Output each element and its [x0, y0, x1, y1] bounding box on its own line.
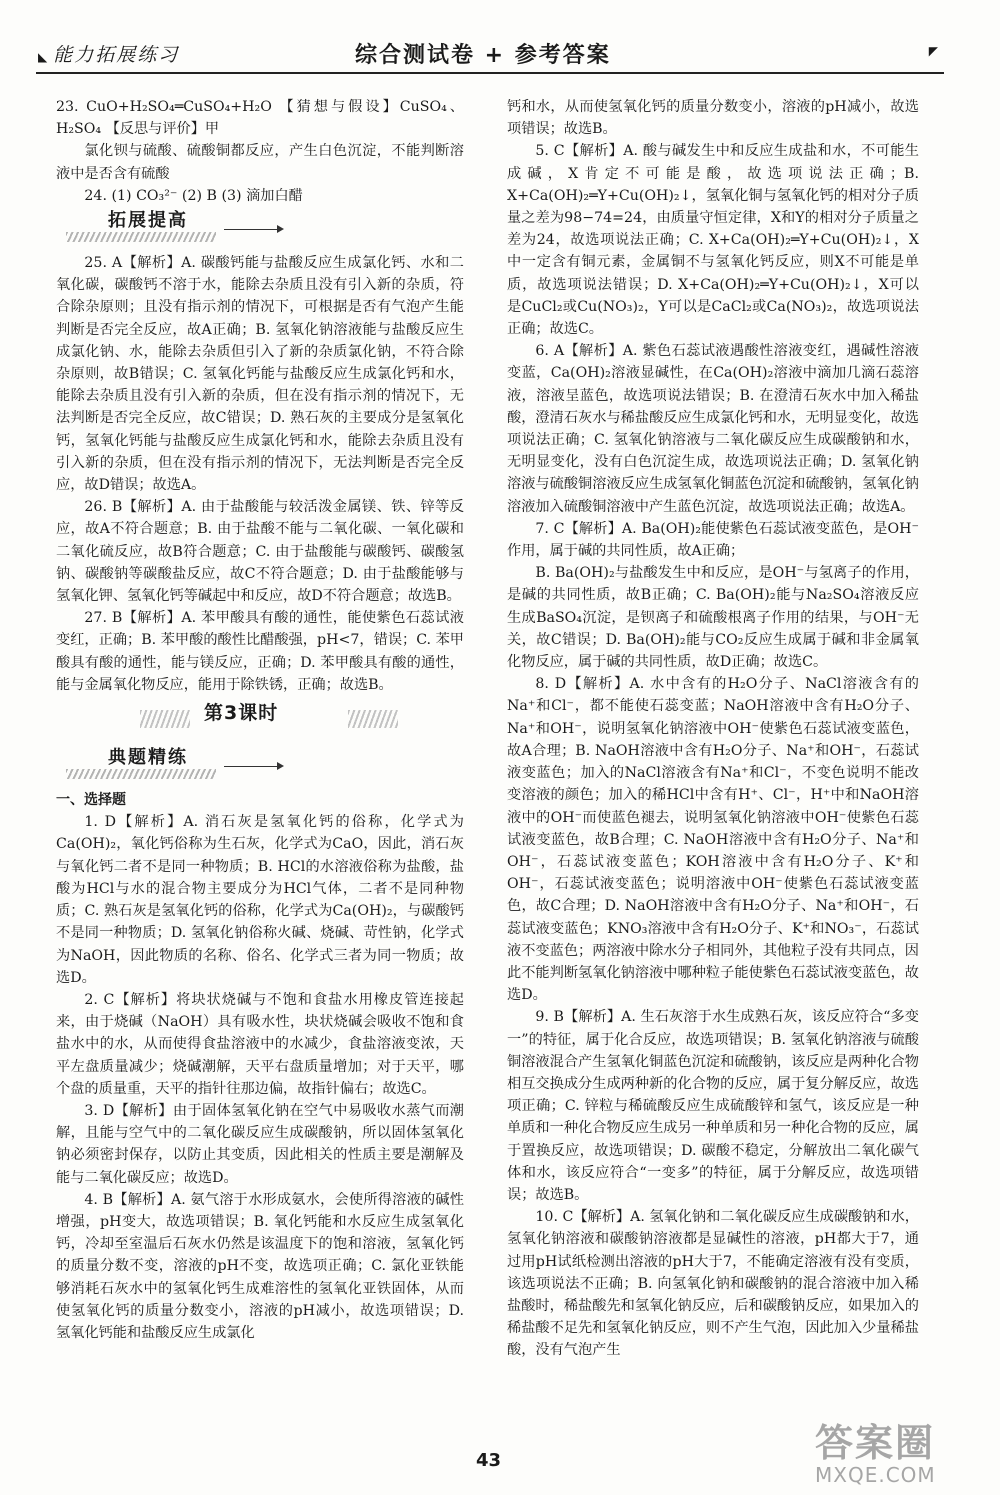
header-book-title: 综合测试卷 + 参考答案 [355, 43, 611, 68]
arrow-icon [224, 229, 282, 230]
series-title-text: 能力拓展练习 [53, 44, 180, 66]
triangle-right-icon: ◤ [928, 44, 938, 58]
arrow-icon [224, 766, 282, 767]
answer-paragraph: B. Ba(OH)₂与盐酸发生中和反应，是OH⁻与氢离子的作用，是碱的共同性质，故B正确；C. Ba(OH)₂能与Na₂SO₄溶液反应生成BaSO₄沉淀，是钡离子和硫酸根离子作用的结果，与OH⁻无关，故C错误；D. Ba(OH)₂能与CO₂反应生成属于碱和非金属氧化物反应，属于碱的共同性质，故D正确；故选C。 [507, 565, 919, 671]
answer-paragraph: 5. C【解析】A. 酸与碱发生中和反应生成盐和水，不可能生成碱，X肯定不可能是酸，故选项说法正确；B. X+Ca(OH)₂═Y+Cu(OH)₂↓，氢氧化铜与氢氧化钙的相对分子质量之差为98−74=24，由质量守恒定律，X和Y的相对分子质量之差为24，故选项说法正确；C. X+Ca(OH)₂═Y+Cu(OH)₂↓，X中一定含有铜元素，金属铜不与氢氧化钙反应，则X不可能是单质，故选项说法错误；D. X+Ca(OH)₂═Y+Cu(OH)₂↓，X可以是CuCl₂或Cu(NO₃)₂，Y可以是CaCl₂或Ca(NO₃)₂，故选项说法正确；故选C。 [507, 143, 919, 338]
left-block-1 [56, 96, 464, 207]
left-column [56, 96, 464, 1344]
right-block [507, 96, 919, 1362]
watermark-main: 答案圈 [815, 1421, 936, 1465]
triangle-icon: ◣ [38, 50, 50, 64]
section-banner-typical [56, 747, 464, 787]
answer-paragraph: 10. C【解析】A. 氢氧化钠和二氧化碳反应生成碳酸钠和水，氢氧化钠溶液和碳酸钠溶液都是显碱性的溶液，pH都大于7，通过用pH试纸检测出溶液的pH大于7，不能确定溶液有没有变质，该选项说法不正确；B. 向氢氧化钠和碳酸钠的混合溶液中加入稀盐酸时，稀盐酸先和氢氧化钠反应，后和碳酸钠反应，如果加入的稀盐酸不足先和氢氧化钠反应，则不产生气泡，因此加入少量稀盐酸，没有气泡产生 [507, 1209, 919, 1359]
answer-paragraph: 8. D【解析】A. 水中含有的H₂O分子、NaCl溶液含有的Na⁺和Cl⁻，都不能使石蕊变蓝；NaOH溶液中含有H₂O分子、Na⁺和OH⁻，说明氢氧化钠溶液中OH⁻使紫色石蕊试液变蓝色，故A合理；B. NaOH溶液中含有H₂O分子、Na⁺和OH⁻，石蕊试液变蓝色；加入的NaCl溶液含有Na⁺和Cl⁻，不变色说明不能改变溶液的颜色；加入的稀HCl中含有H⁺、Cl⁻，H⁺中和NaOH溶液中的OH⁻而使蓝色褪去，说明氢氧化钠溶液中OH⁻使紫色石蕊试液变蓝色，故B合理；C. NaOH溶液中含有H₂O分子、Na⁺和OH⁻，石蕊试液变蓝色；KOH溶液中含有H₂O分子、K⁺和OH⁻，石蕊试液变蓝色；说明溶液中OH⁻使紫色石蕊试液变蓝色，故C合理；D. NaOH溶液中含有H₂O分子、Na⁺和OH⁻，石蕊试液变蓝色；KNO₃溶液中含有H₂O分子、K⁺和NO₃⁻，石蕊试液不变蓝色；两溶液中除水分子相同外，其他粒子没有共同点，因此不能判断氢氧化钠溶液中哪种粒子能使紫色石蕊试液变蓝色，故选D。 [507, 676, 919, 1004]
lesson-title: 第3课时 [204, 702, 279, 725]
page-number: 43 [476, 1450, 502, 1471]
answer-paragraph: 24. (1) CO₃²⁻ (2) B (3) 滴加白醋 [84, 187, 303, 204]
subsection-choice: 一、选择题 [56, 792, 126, 809]
answer-paragraph: 27. B【解析】A. 苯甲酸具有酸的通性，能使紫色石蕊试液变红，正确；B. 苯甲酸的酸性比醋酸强，pH<7，错误；C. 苯甲酸具有酸的通性，能与镁反应，正确；D. 苯甲酸具有酸的通性，能与金属氧化物反应，能用于除铁锈，正确；故选B。 [56, 610, 464, 693]
answer-paragraph: 2. C【解析】将块状烧碱与不饱和食盐水用橡皮管连接起来，由于烧碱（NaOH）具有吸水性，块状烧碱会吸收不饱和食盐水中的水，从而使得食盐溶液中的水减少，食盐溶液变浓，天平左盘质量减少；烧碱潮解，天平右盘质量增加；对于天平，哪个盘的质量重，天平的指针往那边偏，故指针偏右；故选C。 [56, 991, 464, 1097]
answer-paragraph: 7. C【解析】A. Ba(OH)₂能使紫色石蕊试液变蓝色，是OH⁻作用，属于碱的共同性质，故A正确； [507, 520, 919, 560]
header-series-title [38, 40, 179, 67]
banner-stripes [66, 232, 216, 242]
section-banner-expand [56, 210, 464, 250]
header-rule [36, 72, 944, 74]
answer-paragraph: 9. B【解析】A. 生石灰溶于水生成熟石灰，该反应符合“多变一”的特征，属于化合反应，故选项错误；B. 氢氧化钠溶液与硫酸铜溶液混合产生氢氧化铜蓝色沉淀和硫酸钠，该反应是两种化合物相互交换成分生成两种新的化合物的反应，属于复分解反应，故选项正确；C. 锌粒与稀硫酸反应生成硫酸锌和氢气，该反应是一种单质和一种化合物反应生成另一种单质和另一种化合物的反应，属于置换反应，故选项错误；D. 碳酸不稳定，分解放出二氧化碳气体和水，该反应符合“一变多”的特征，属于分解反应，故选项错误；故选B。 [507, 1009, 919, 1203]
answer-paragraph: 3. D【解析】由于固体氢氧化钠在空气中易吸收水蒸气而潮解，且能与空气中的二氧化碳反应生成碳酸钠，所以固体氢氧化钠必须密封保存，以防止其变质，因此相关的性质主要是潮解及能与二氧化碳反应；故选D。 [56, 1102, 464, 1186]
section-title-expand: 拓展提高 [108, 210, 188, 232]
answer-paragraph: 氯化钡与硫酸、硫酸铜都反应，产生白色沉淀，不能判断溶液中是否含有硫酸 [56, 143, 464, 182]
answer-paragraph: 26. B【解析】A. 由于盐酸能与较活泼金属镁、铁、锌等反应，故A不符合题意；B. 由于盐酸不能与二氧化碳、一氧化碳和二氧化硫反应，故B符合题意；C. 由于盐酸能与碳酸钙、碳酸氢钠、碳酸钠等碳酸盐反应，故C不符合题意；D. 由于盐酸能够与氢氧化钾、氢氧化钙等碱起中和反应，故D不符合题意；故选B。 [56, 499, 464, 605]
left-block-3 [56, 811, 464, 1344]
banner-stripes [66, 769, 216, 779]
lesson-banner [56, 702, 464, 744]
answer-paragraph: 钙和水，从而使氢氧化钙的质量分数变小，溶液的pH减小，故选项错误；故选B。 [507, 99, 919, 138]
watermark-logo [815, 1412, 985, 1490]
left-block-2 [56, 252, 464, 696]
section-title-typical: 典题精练 [108, 747, 188, 769]
right-column [507, 96, 919, 1362]
lesson-ornament-left [140, 710, 190, 728]
lesson-ornament-right [348, 710, 398, 728]
answer-paragraph: 4. B【解析】A. 氨气溶于水形成氨水，会使所得溶液的碱性增强，pH变大，故选项错误；B. 氧化钙能和水反应生成氢氧化钙，冷却至室温后石灰水仍然是该温度下的饱和溶液，氢氧化钙的质量分数不变，溶液的pH不变，故选项正确；C. 氯化亚铁能够消耗石灰水中的氢氧化钙生成难溶性的氢氧化亚铁固体，从而使氢氧化钙的质量分数变小，溶液的pH减小，故选项错误；D. 氢氧化钙能和盐酸反应生成氯化 [56, 1191, 464, 1341]
answer-paragraph: 6. A【解析】A. 紫色石蕊试液遇酸性溶液变红，遇碱性溶液变蓝，Ca(OH)₂溶液显碱性，在Ca(OH)₂溶液中滴加几滴石蕊溶液，溶液呈蓝色，故选项说法错误；B. 在澄清石灰水中加入稀盐酸，澄清石灰水与稀盐酸反应生成氯化钙和水，无明显变化，故选项说法正确；C. 氢氧化钠溶液与二氧化碳反应生成碳酸钠和水，无明显变化，没有白色沉淀生成，故选项说法正确；D. 氢氧化钠溶液与硫酸铜溶液反应生成氢氧化铜蓝色沉淀和硫酸钠，氢氧化钠溶液加入硫酸铜溶液中产生蓝色沉淀，故选项说法正确；故选A。 [507, 343, 919, 515]
watermark-site: MXQE.COM [815, 1463, 936, 1487]
answer-paragraph: 25. A【解析】A. 碳酸钙能与盐酸反应生成氯化钙、水和二氧化碳，碳酸钙不溶于水，能除去杂质且没有引入新的杂质，符合除杂原则；且没有指示剂的情况下，可根据是否有气泡产生能判断是否完全反应，故A正确；B. 氢氧化钠溶液能与盐酸反应生成氯化钠、水，能除去杂质但引入了新的杂质氯化钠，不符合除杂原则，故B错误；C. 氢氧化钙能与盐酸反应生成氯化钙和水，能除去杂质且没有引入新的杂质，但在没有指示剂的情况下，无法判断是否完全反应，故C错误；D. 熟石灰的主要成分是氢氧化钙，氢氧化钙能与盐酸反应生成氯化钙和水，能除去杂质且没有引入新的杂质，但在没有指示剂的情况下，无法判断是否完全反应，故D错误；故选A。 [56, 255, 464, 494]
answer-paragraph: 1. D【解析】A. 消石灰是氢氧化钙的俗称，化学式为Ca(OH)₂，氧化钙俗称为生石灰，化学式为CaO，因此，消石灰与氧化钙二者不是同一种物质；B. HCl的水溶液俗称为盐酸，盐酸为HCl与水的混合物主要成分为HCl气体，二者不是同种物质；C. 熟石灰是氢氧化钙的俗称，化学式为Ca(OH)₂，与碳酸钙不是同一种物质；D. 氢氧化钠俗称火碱、烧碱、苛性钠，化学式为NaOH，因此物质的名称、俗名、化学式三者为同一物质；故选D。 [56, 814, 464, 986]
answer-paragraph: 23. CuO+H₂SO₄═CuSO₄+H₂O 【猜想与假设】CuSO₄、H₂SO₄ 【反思与评价】甲 [56, 99, 464, 138]
